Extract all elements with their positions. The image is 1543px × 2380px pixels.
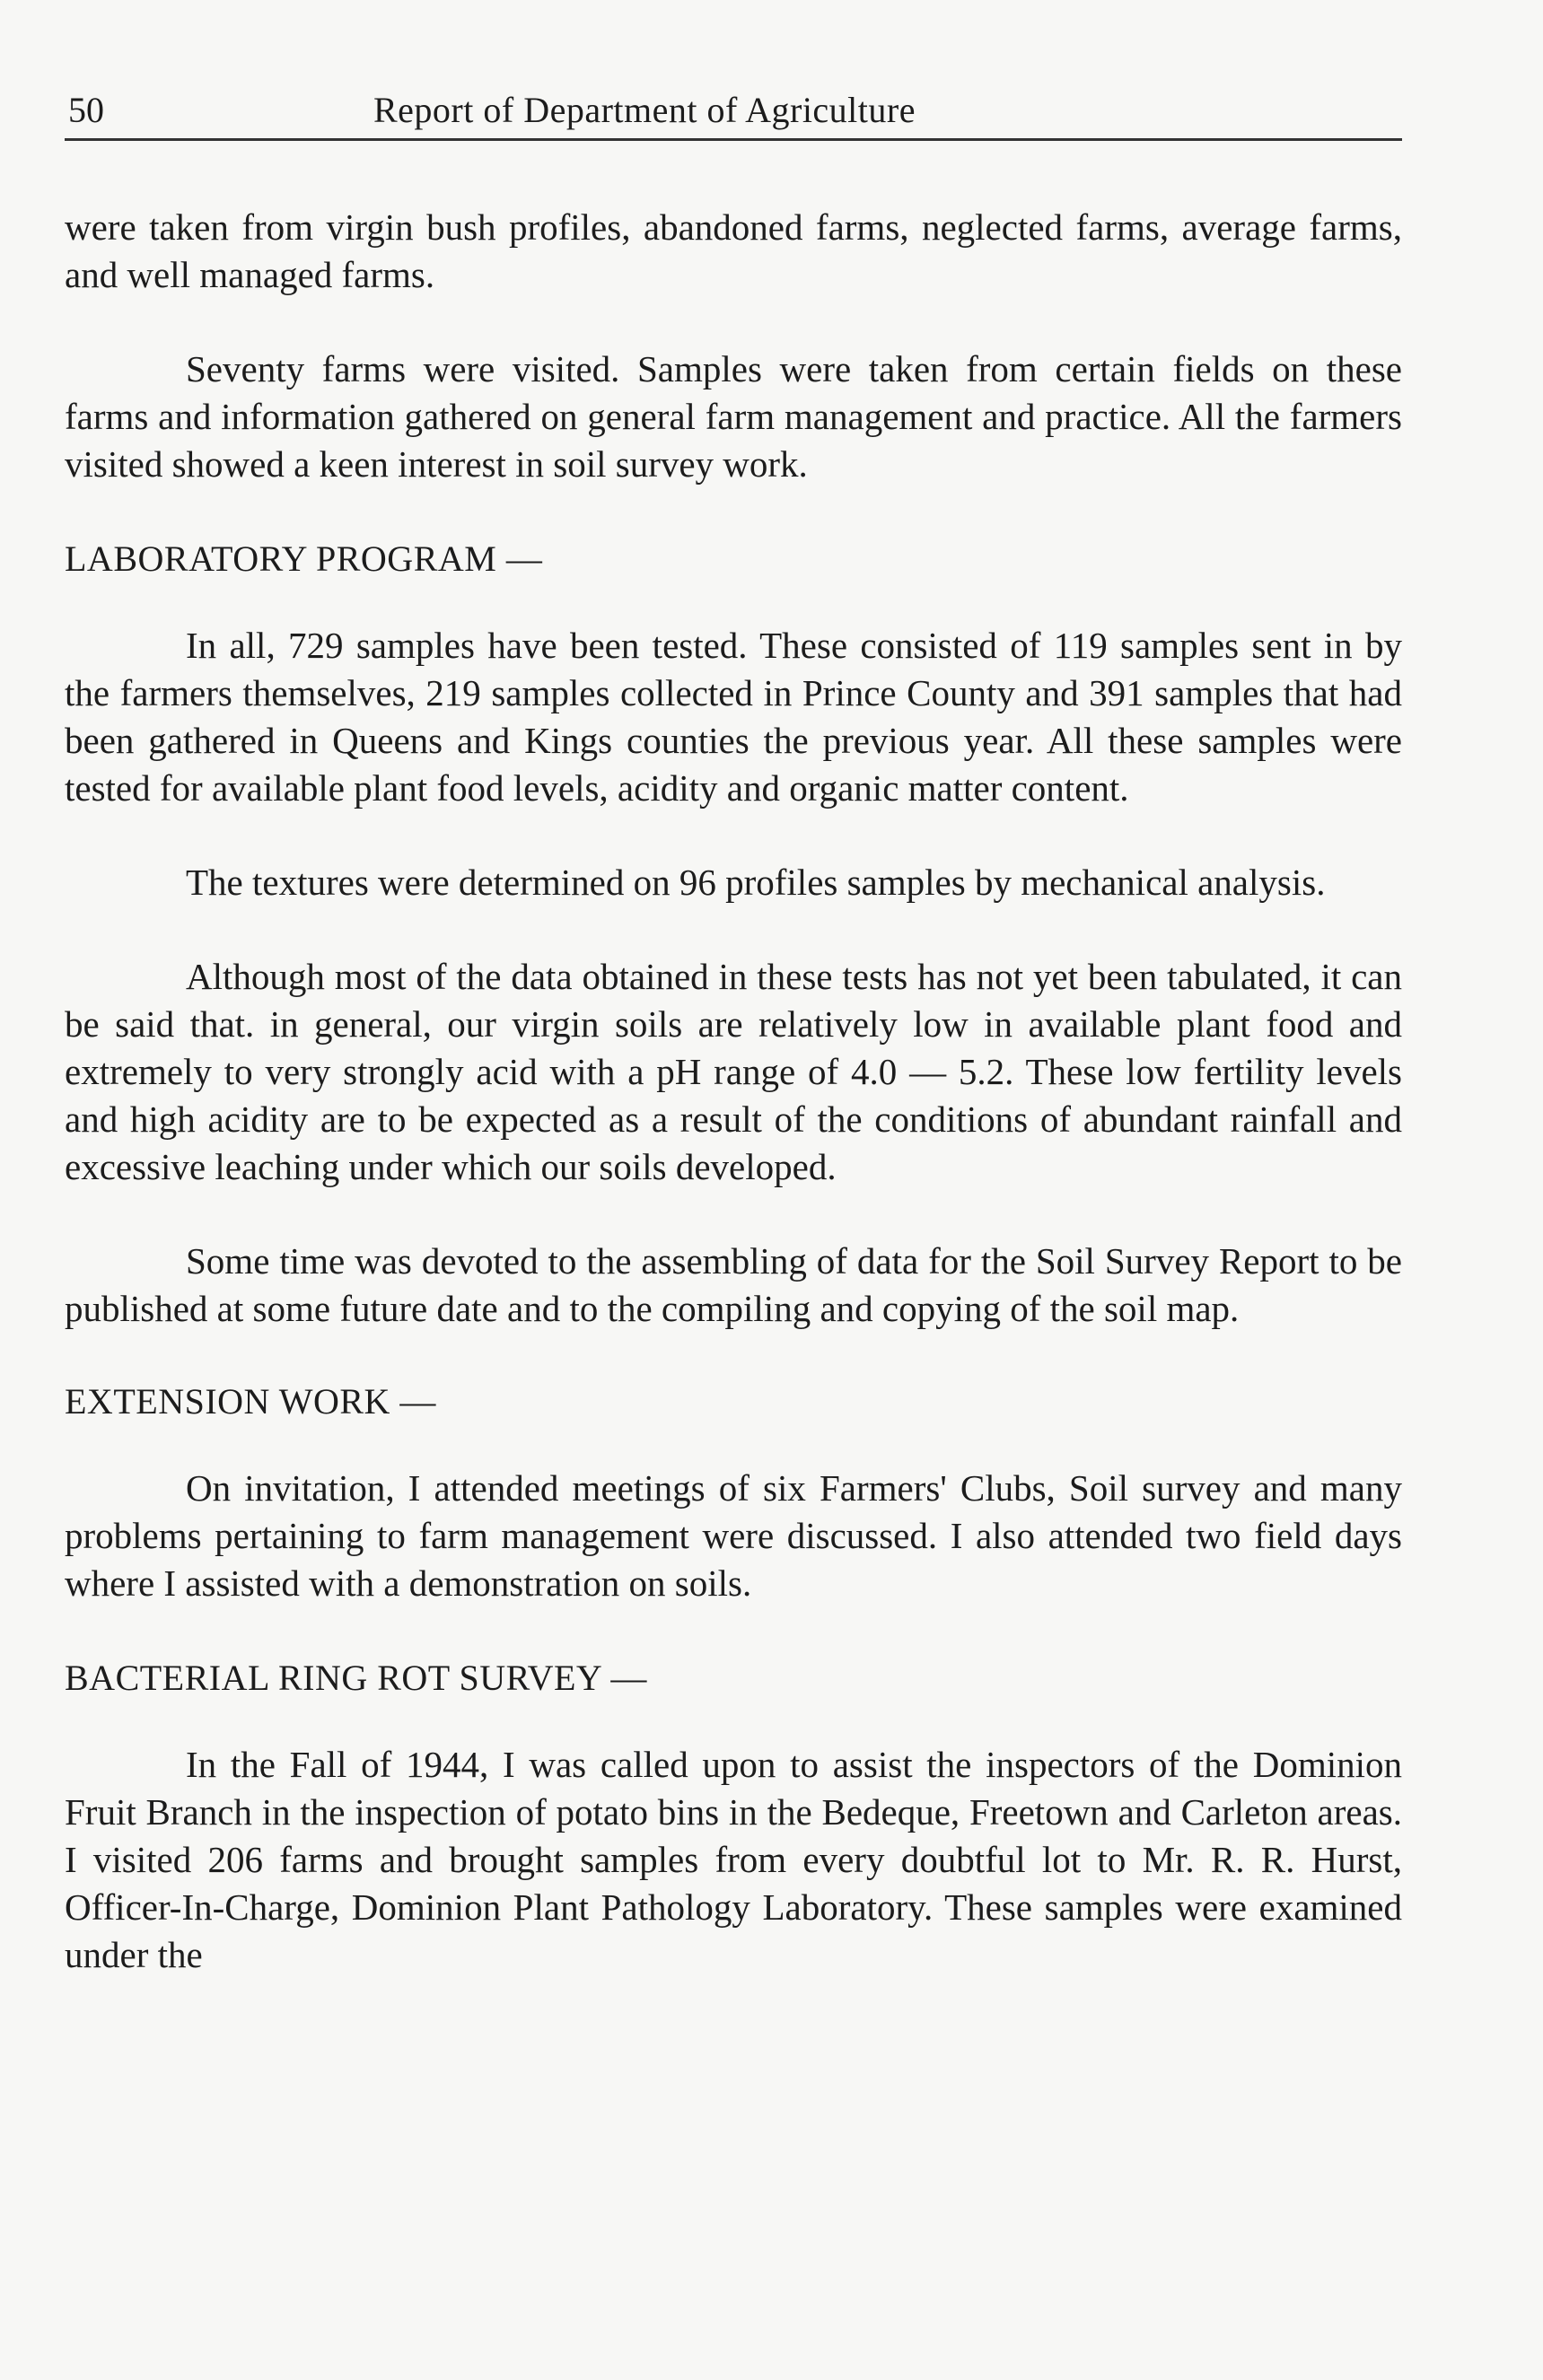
header-title: Report of Department of Agriculture	[373, 90, 916, 130]
page-number: 50	[68, 90, 104, 130]
document-page	[65, 86, 1402, 1979]
running-header	[65, 86, 1402, 141]
paragraph-farms-visited: Seventy farms were visited. Samples were taken from certain fields on these farms and information gathered on general farm management and practice. All the farmers visited showed a keen interest in soil survey work.	[65, 348, 1402, 485]
paragraph-continuation: were taken from virgin bush profiles, abandoned farms, neglected farms, average farms, and well managed farms.	[65, 206, 1402, 295]
paragraph-soil-findings: Although most of the data obtained in these tests has not yet been tabulated, it can be said that. in general, our virgin soils are relatively low in available plant food and extremely to very strongly acid with a pH range of 4.0 — 5.2. These low fertility levels and high acidity are to be expected as a result of the conditions of abundant rainfall and excessive leaching under which our soils developed.	[65, 956, 1402, 1187]
heading-bacterial-ring-rot-survey: BACTERIAL RING ROT SURVEY —	[65, 1658, 647, 1698]
heading-laboratory-program: LABORATORY PROGRAM —	[65, 538, 543, 579]
paragraph-samples-tested: In all, 729 samples have been tested. These consisted of 119 samples sent in by the farmers themselves, 219 samples collected in Prince County and 391 samples that had been gathered in Queens and Kings counties the previous year. All these samples were tested for available plant food levels, acidity and organic matter content.	[65, 625, 1402, 809]
paragraph-soil-survey-report: Some time was devoted to the assembling of data for the Soil Survey Report to be published at some future date and to the compiling and copying of the soil map.	[65, 1240, 1402, 1329]
heading-extension-work: EXTENSION WORK —	[65, 1381, 436, 1422]
paragraph-textures: The textures were determined on 96 profiles samples by mechanical analysis.	[186, 862, 1326, 903]
paragraph-ring-rot-inspection: In the Fall of 1944, I was called upon to assist the inspectors of the Dominion Fruit Branch in the inspection of potato bins in the Bedeque, Freetown and Carleton areas. I visited 206 farms and brought samples from every doubtful lot to Mr. R. R. Hurst, Officer-In-Charge, Dominion Plant Pathology Laboratory. These samples were examined under the	[65, 1744, 1402, 1975]
paragraph-extension-meetings: On invitation, I attended meetings of six Farmers' Clubs, Soil survey and many problems pertaining to farm management were discussed. I also attended two field days where I assisted with a demonstration on soils.	[65, 1467, 1402, 1604]
